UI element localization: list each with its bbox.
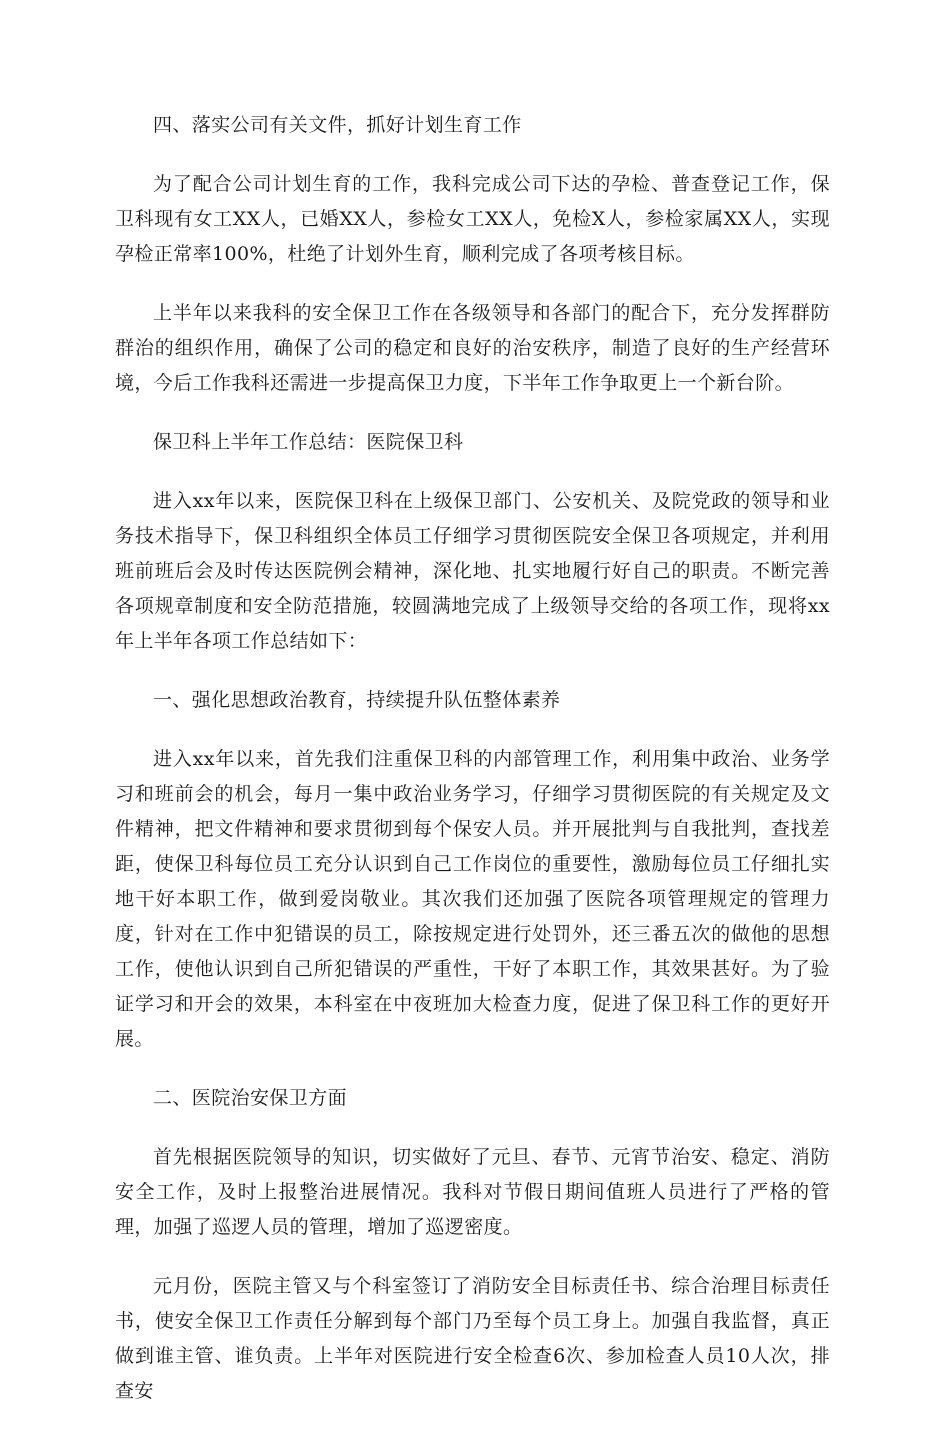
- section4-heading: 四、落实公司有关文件，抓好计划生育工作: [153, 114, 522, 136]
- document-body: [115, 108, 830, 1433]
- section2-heading: 二、医院治安保卫方面: [153, 1087, 348, 1109]
- section1-paragraph: 进入xx年以来，首先我们注重保卫科的内部管理工作，利用集中政治、业务学习和班前会的机会，每月一集中政治业务学习，仔细学习贯彻医院的有关规定及文件精神，把文件精神和要求贯彻到每个保安人员。并开展批判与自我批判，查找差距，使保卫科每位员工充分认识到自己工作岗位的重要性，激励每位员工仔细扎实地干好本职工作，做到爱岗敬业。其次我们还加强了医院各项管理规定的管理力度，针对在工作中犯错误的员工，除按规定进行处罚外，还三番五次的做他的思想工作，使他认识到自己所犯错误的严重性，干好了本职工作，其效果甚好。为了验证学习和开会的效果，本科室在中夜班加大检查力度，促进了保卫科工作的更好开展。: [115, 748, 830, 1050]
- hospital-report-title: 保卫科上半年工作总结：医院保卫科: [153, 431, 464, 453]
- closing-paragraph: 上半年以来我科的安全保卫工作在各级领导和各部门的配合下，充分发挥群防群治的组织作用，确保了公司的稳定和良好的治安秩序，制造了良好的生产经营环境，今后工作我科还需进一步提高保卫力度，下半年工作争取更上一个新台阶。: [115, 302, 830, 394]
- section1-heading: 一、强化思想政治教育，持续提升队伍整体素养: [153, 689, 561, 711]
- section2-paragraph-1: 首先根据医院领导的知识，切实做好了元旦、春节、元宵节治安、稳定、消防安全工作，及时上报整治进展情况。我科对节假日期间值班人员进行了严格的管理，加强了巡逻人员的管理，增加了巡逻密度。: [115, 1146, 830, 1238]
- section2-paragraph-2: 元月份，医院主管又与个科室签订了消防安全目标责任书、综合治理目标责任书，使安全保卫工作责任分解到每个部门乃至每个员工身上。加强自我监督，真正做到谁主管、谁负责。上半年对医院进行安全检查6次、参加检查人员10人次，排查安: [115, 1275, 830, 1402]
- section4-paragraph: 为了配合公司计划生育的工作，我科完成公司下达的孕检、普查登记工作，保卫科现有女工XX人，已婚XX人，参检女工XX人，免检X人，参检家属XX人，实现孕检正常率100%，杜绝了计划外生育，顺利完成了各项考核目标。: [115, 173, 830, 265]
- hospital-intro-paragraph: 进入xx年以来，医院保卫科在上级保卫部门、公安机关、及院党政的领导和业务技术指导下，保卫科组织全体员工仔细学习贯彻医院安全保卫各项规定，并利用班前班后会及时传达医院例会精神，深化地、扎实地履行好自己的职责。不断完善各项规章制度和安全防范措施，较圆满地完成了上级领导交给的各项工作，现将xx年上半年各项工作总结如下：: [115, 490, 830, 652]
